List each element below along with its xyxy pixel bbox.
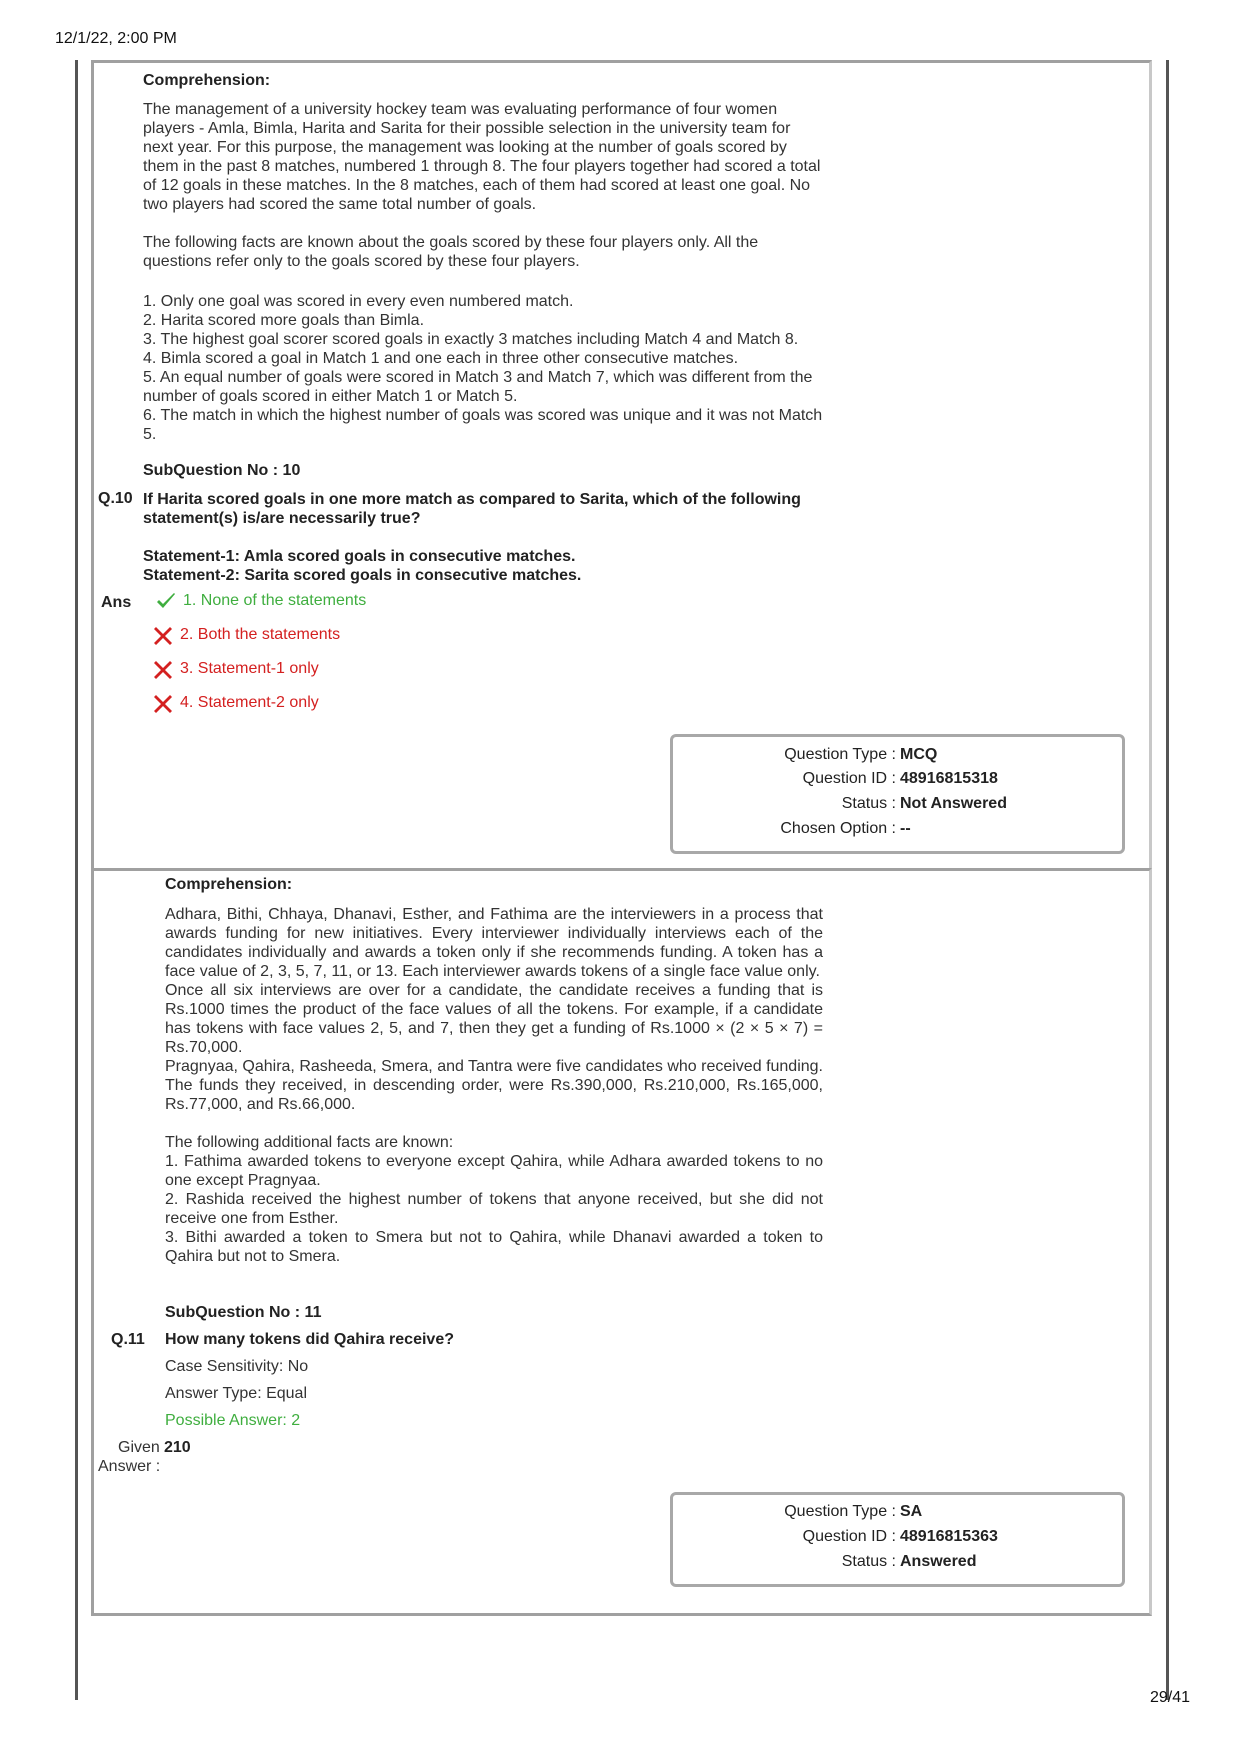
fact-item: 1. Only one goal was scored in every even numbered match.: [143, 293, 574, 310]
passage-paragraph: Once all six interviews are over for a candidate, the candidate receives a funding that is Rs.1000 times the product of the face values of all the tokens. For example, if a candidate has tokens with face values 2, 5, and 7, then they get a funding of Rs.1000 × (2 × 5 × 7) = Rs.70,000.: [165, 982, 823, 1056]
meta-question-id: Question ID : 48916815363: [802, 1528, 998, 1545]
comprehension-passage: [143, 100, 823, 271]
option-2: [152, 624, 340, 646]
option-1: [155, 590, 366, 612]
fact-item: 1. Fathima awarded tokens to everyone except Qahira, while Adhara awarded tokens to no one except Pragnyaa.: [165, 1153, 823, 1189]
question-number: Q.11: [111, 1331, 145, 1348]
cross-icon: [152, 692, 174, 714]
option-4: [152, 692, 319, 714]
meta-question-type: Question Type : SA: [784, 1503, 923, 1520]
meta-chosen-option: Chosen Option : --: [780, 820, 911, 837]
question-text: If Harita scored goals in one more match as compared to Sarita, which of the following statement(s) is/are necessarily true?: [143, 491, 801, 527]
statement-2: Statement-2: Sarita scored goals in consecutive matches.: [143, 567, 582, 584]
option-text: 1. None of the statements: [183, 592, 367, 609]
given-answer-label: Given: [118, 1439, 160, 1456]
fact-item: 5. An equal number of goals were scored in Match 3 and Match 7, which was different from the number of goals scored in either Match 1 or Match 5.: [143, 369, 813, 405]
fact-item: 3. The highest goal scorer scored goals in exactly 3 matches including Match 4 and Match 8.: [143, 331, 799, 348]
subquestion-label: SubQuestion No : 10: [143, 462, 301, 479]
page-number: 29/41: [1149, 1689, 1190, 1706]
ans-label: Ans: [101, 594, 132, 611]
fact-item: 6. The match in which the highest number of goals was scored was unique and it was not Match 5.: [143, 407, 823, 443]
passage-paragraph: Pragnyaa, Qahira, Rasheeda, Smera, and Tantra were five candidates who received funding. The funds they received, in descending order, were Rs.390,000, Rs.210,000, Rs.165,000, Rs.77,000, and Rs.66,000.: [165, 1058, 823, 1113]
passage-paragraph: Adhara, Bithi, Chhaya, Dhanavi, Esther, and Fathima are the interviewers in a process that awards funding for new initiatives. Every interviewer individually interviews each of the candidates individually and awards a token only if she recommends funding. A token has a face value of 2, 3, 5, 7, 11, or 13. Each interviewer awards tokens of a single face value only.: [165, 906, 823, 980]
option-text: 4. Statement-2 only: [180, 694, 319, 711]
option-3: [152, 658, 319, 680]
question-text: How many tokens did Qahira receive?: [165, 1331, 454, 1348]
comprehension-label: Comprehension:: [143, 72, 271, 89]
facts-list: [143, 292, 833, 444]
question-number: Q.10: [98, 490, 133, 507]
given-answer-label-2: Answer :: [98, 1458, 161, 1475]
given-answer-value: 210: [164, 1439, 191, 1456]
comprehension-passage: [165, 905, 823, 1266]
fact-item: 4. Bimla scored a goal in Match 1 and one each in three other consecutive matches.: [143, 350, 739, 367]
page-left-rule: [75, 60, 78, 1700]
fact-item: 2. Harita scored more goals than Bimla.: [143, 312, 425, 329]
comprehension-label: Comprehension:: [165, 876, 293, 893]
meta-question-type: Question Type : MCQ: [784, 746, 938, 763]
meta-status: Status : Answered: [841, 1553, 977, 1570]
facts-intro: The following additional facts are known:: [165, 1134, 454, 1151]
option-text: 2. Both the statements: [180, 626, 341, 643]
possible-answer: Possible Answer: 2: [165, 1412, 301, 1429]
fact-item: 2. Rashida received the highest number of tokens that anyone received, but she did not receive one from Esther.: [165, 1191, 823, 1227]
meta-question-id: Question ID : 48916815318: [802, 770, 998, 787]
cross-icon: [152, 658, 174, 680]
meta-status: Status : Not Answered: [841, 795, 1007, 812]
subquestion-label: SubQuestion No : 11: [165, 1304, 322, 1321]
passage-paragraph: The management of a university hockey team was evaluating performance of four women players - Amla, Bimla, Harita and Sarita for their possible selection in the university team for next year. For this purpose, the management was looking at the number of goals scored by them in the past 8 matches, numbered 1 through 8. The four players together had scored a total of 12 goals in these matches. In the 8 matches, each of them had scored at least one goal. No two players had scored the same total number of goals.: [143, 101, 821, 213]
fact-item: 3. Bithi awarded a token to Smera but not to Qahira, while Dhanavi awarded a token to Qahira but not to Smera.: [165, 1229, 823, 1265]
case-sensitivity: Case Sensitivity: No: [165, 1358, 309, 1375]
option-text: 3. Statement-1 only: [180, 660, 319, 677]
page-right-rule: [1166, 60, 1169, 1700]
check-icon: [155, 590, 177, 612]
cross-icon: [152, 624, 174, 646]
passage-paragraph: The following facts are known about the goals scored by these four players only. All the questions refer only to the goals scored by these four players.: [143, 234, 759, 270]
statement-1: Statement-1: Amla scored goals in consecutive matches.: [143, 548, 576, 565]
print-datetime: 12/1/22, 2:00 PM: [55, 30, 177, 47]
answer-type: Answer Type: Equal: [165, 1385, 308, 1402]
